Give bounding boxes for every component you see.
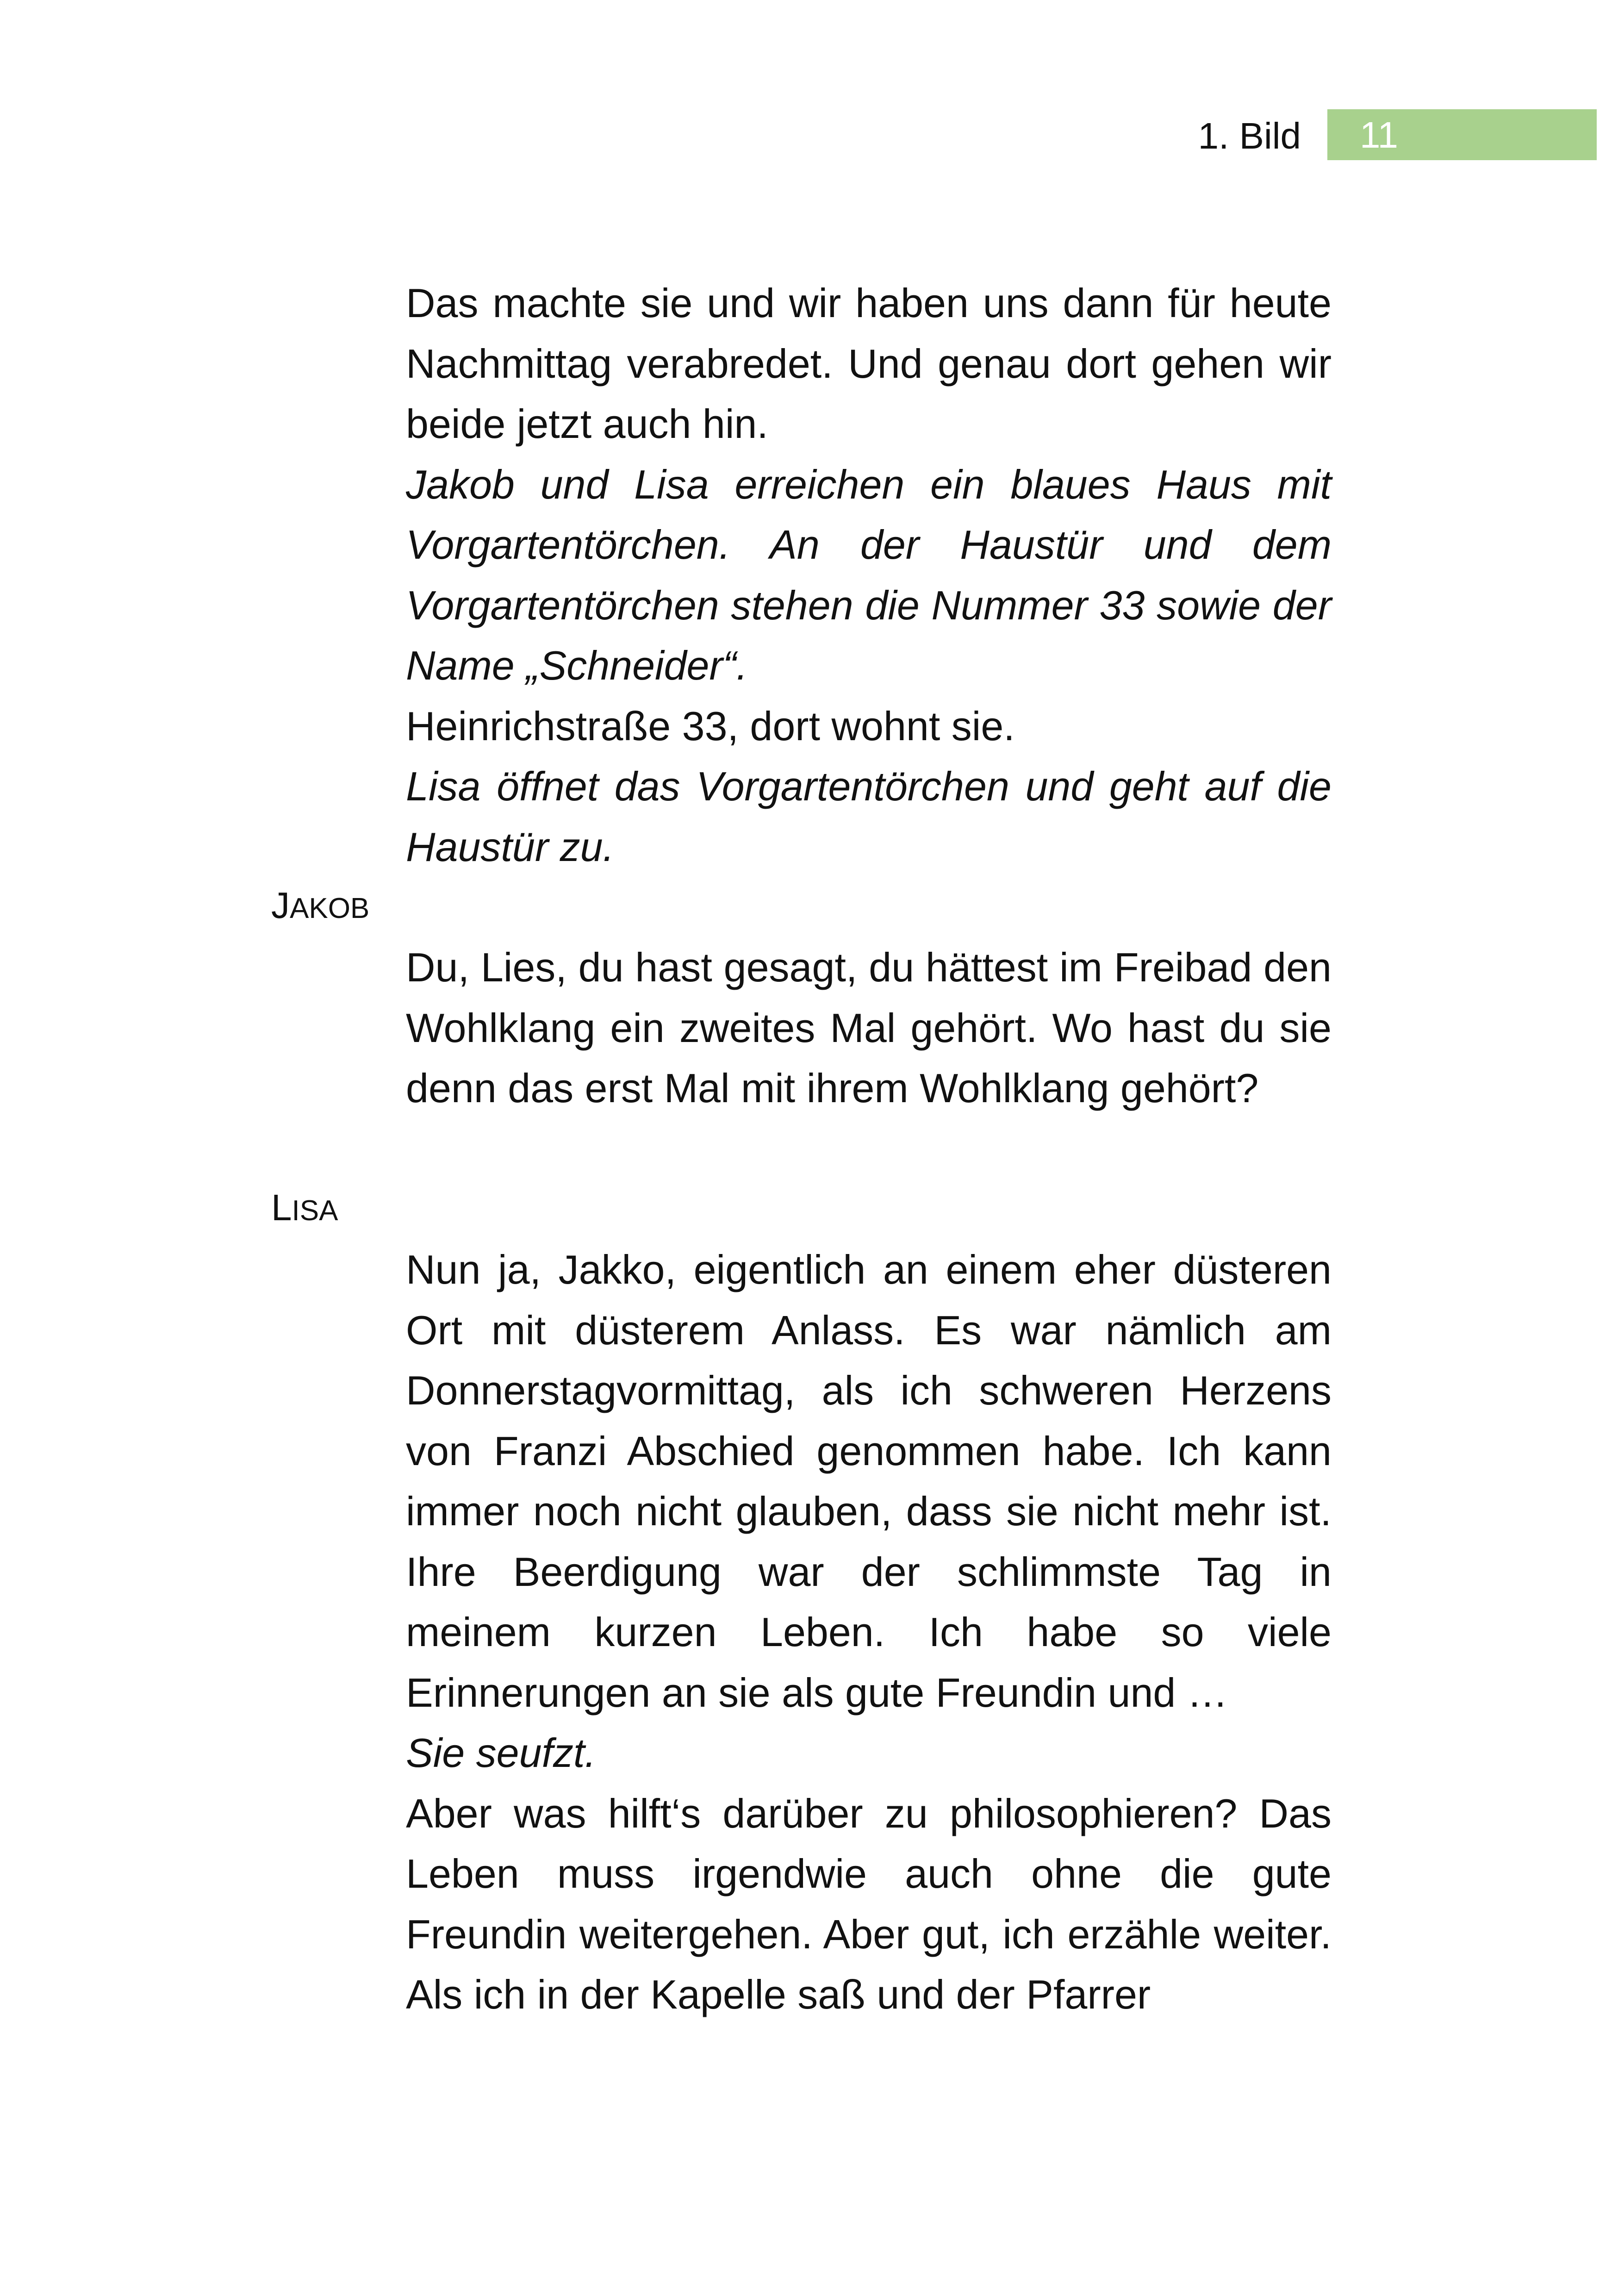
speaker-initial: J	[271, 885, 290, 926]
dialogue-paragraph: Das machte sie und wir haben uns dann für heute Nachmittag verabredet. Und genau dort gehen wir beide jetzt auch hin.	[406, 280, 1332, 447]
chapter-title: 1. Bild	[1198, 115, 1301, 156]
dialogue-paragraph: Heinrichstraße 33, dort wohnt sie.	[406, 703, 1015, 749]
stage-direction: Jakob und Lisa erreichen ein blaues Haus mit Vorgartentörchen. An der Haustür und dem Vorgartentörchen stehen die Nummer 33 sowie der Name „Schneider“.	[406, 461, 1332, 688]
lisa-speech	[406, 1240, 1332, 2025]
jakob-speech	[406, 937, 1332, 1119]
speaker-rest: ISA	[292, 1195, 338, 1227]
opening-passage	[406, 273, 1332, 877]
dialogue-paragraph: Du, Lies, du hast gesagt, du hättest im Freibad den Wohlklang ein zweites Mal gehört. Wo hast du sie denn das erst Mal mit ihrem Wohlklang gehört?	[406, 944, 1332, 1111]
dialogue-paragraph: Nun ja, Jakko, eigentlich an einem eher düsteren Ort mit düsterem Anlass. Es war nämlich am Donnerstagvormittag, als ich schweren Herzens von Franzi Abschied genommen habe. Ich kann immer noch nicht glauben, dass sie nicht mehr ist. Ihre Beerdigung war der schlimmste Tag in meinem kurzen Leben. Ich habe so viele Erinnerungen an sie als gute Freundin und …	[406, 1247, 1332, 1716]
stage-direction: Sie seufzt.	[406, 1730, 596, 1776]
stage-direction: Lisa öffnet das Vorgartentörchen und geht auf die Haustür zu.	[406, 763, 1332, 870]
speaker-rest: AKOB	[290, 892, 370, 924]
speaker-name-lisa	[271, 1185, 338, 1234]
page-number: 11	[1360, 114, 1399, 156]
page-number-badge	[1327, 109, 1597, 160]
dialogue-paragraph: Aber was hilft‘s darüber zu philosophieren? Das Leben muss irgendwie auch ohne die gute Freundin weitergehen. Aber gut, ich erzähle weiter. Als ich in der Kapelle saß und der Pfarrer	[406, 1790, 1332, 2017]
speaker-initial: L	[271, 1187, 292, 1228]
speaker-name-jakob	[271, 882, 369, 932]
